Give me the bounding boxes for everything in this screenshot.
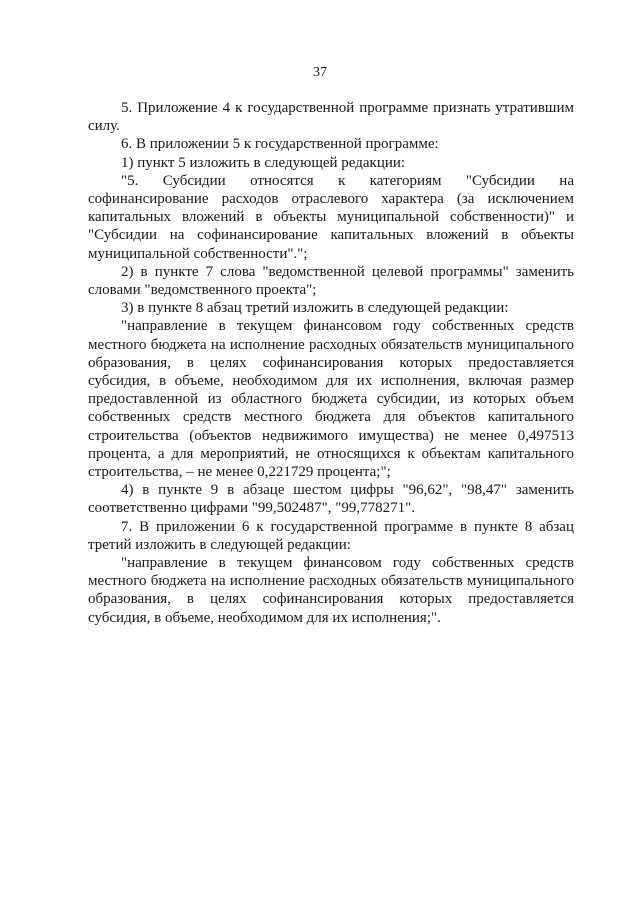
paragraph-subitem-2: 2) в пункте 7 слова "ведомственной целевой программы" заменить словами "ведомственного проекта"; <box>88 263 574 299</box>
page-number: 37 <box>313 65 327 80</box>
paragraph-subitem-1: 1) пункт 5 изложить в следующей редакции: <box>121 154 406 171</box>
paragraph-item-5: 5. Приложение 4 к государственной программе признать утратившим силу. <box>88 100 574 135</box>
paragraph-quote-subsidies: "5. Субсидии относятся к категориям "Субсидии на софинансирование расходов отраслевого характера (за исключением капитальных вложений в объекты муниципальной собственности)" и "Субсидии на софинансирование капитальных вложений в объекты муниципальной собственности"."; <box>88 172 574 262</box>
paragraph-item-7: 7. В приложении 6 к государственной программе в пункте 8 абзац третий изложить в следующей редакции: <box>88 518 574 553</box>
document-body <box>88 99 574 627</box>
paragraph-subitem-3: 3) в пункте 8 абзац третий изложить в следующей редакции: <box>121 300 509 317</box>
paragraph-subitem-4: 4) в пункте 9 в абзаце шестом цифры "96,62", "98,47" заменить соответственно цифрами "99,502487", "99,778271". <box>88 482 574 517</box>
paragraph-quote-funding: "направление в текущем финансовом году собственных средств местного бюджета на исполнение расходных обязательств муниципального образования, в целях софинансирования которых предоставляется субсидия, в объеме, необходимом для их исполнения, включая размер предоставленной из областного бюджета субсидии, из которых объем собственных средств местного бюджета для объектов капитального строительства (объектов недвижимого имущества) не менее 0,497513 процента, а для мероприятий, не относящихся к объектам капитального строительства, – не менее 0,221729 процента;"; <box>88 318 574 481</box>
paragraph-quote-funding-2: "направление в текущем финансовом году собственных средств местного бюджета на исполнение расходных обязательств муниципального образования, в целях софинансирования которых предоставляется субсидия, в объеме, необходимом для их исполнения;". <box>88 555 574 626</box>
paragraph-item-6: 6. В приложении 5 к государственной программе: <box>121 136 439 153</box>
